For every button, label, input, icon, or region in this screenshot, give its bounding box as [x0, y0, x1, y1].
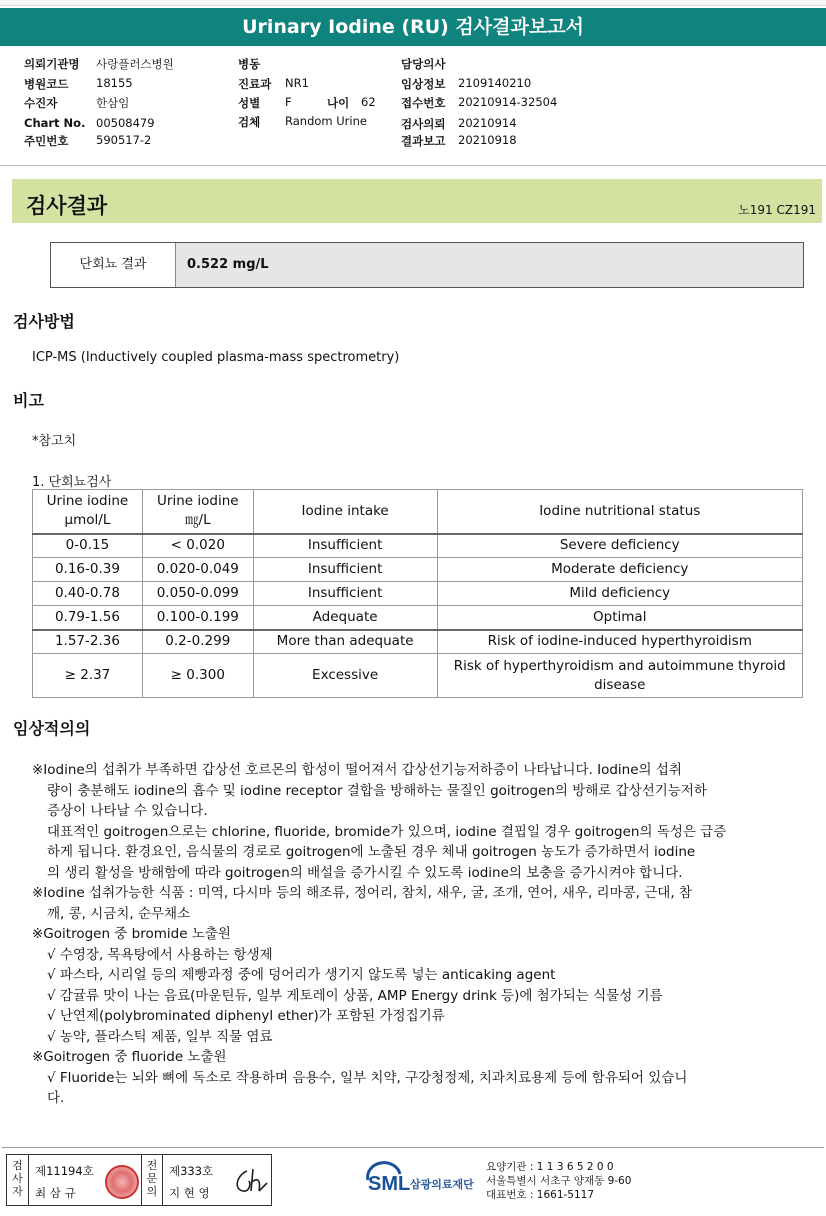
table-cell: ≥ 2.37 — [33, 654, 143, 698]
report-date-value: 20210918 — [458, 133, 517, 147]
clinical-line: 량이 충분해도 iodine의 흡수 및 iodine receptor 결합을 방해하는 물질인 goitrogen의 방해로 갑상선기능저하 — [47, 782, 707, 799]
table-cell: Excessive — [253, 654, 437, 698]
clinical-heading: 임상적의의 — [13, 719, 91, 738]
clinical-paragraph — [32, 760, 792, 1109]
table-row — [33, 630, 803, 654]
hospital-name-value: 사랑플러스병원 — [96, 57, 174, 71]
patient-header — [0, 48, 826, 166]
request-date-label: 검사의뢰 — [401, 117, 446, 131]
signature-box — [6, 1154, 272, 1206]
request-date-value: 20210914 — [458, 116, 517, 130]
top-border — [0, 0, 826, 6]
clinical-line: 대표적인 goitrogen으로는 chlorine, fluoride, bromide가 있으며, iodine 결핍일 경우 goitrogen의 독성은 급증 — [47, 823, 727, 840]
reference-note: *참고치 — [32, 434, 77, 449]
clinical-line: √ 감귤류 맛이 나는 음료(마운틴듀, 일부 게토레이 상품, AMP Energy drink 등)에 첨가되는 식물성 기름 — [47, 987, 663, 1004]
clinical-line: √ 난연제(polybrominated diphenyl ether)가 포함된 가정집기류 — [47, 1008, 445, 1024]
tester-role: 검사자 — [7, 1155, 29, 1205]
patient-name-label: 수진자 — [24, 96, 58, 110]
clinical-info-value: 2109140210 — [458, 76, 532, 90]
sex-value: F — [285, 95, 292, 109]
table-row — [33, 558, 803, 582]
result-box — [50, 242, 804, 288]
table-cell: < 0.020 — [142, 534, 253, 558]
table-cell: 0.16-0.39 — [33, 558, 143, 582]
hospital-name-label: 의뢰기관명 — [24, 57, 80, 71]
table-row — [33, 534, 803, 558]
clinical-line: √ Fluoride는 뇌와 뼈에 독소로 작용하며 음용수, 일부 치약, 구강청정제, 치과치료용제 등에 함유되어 있습니 — [47, 1069, 688, 1086]
clinical-line: 의 생리 활성을 방해함에 따라 goitrogen의 배설을 증가시킬 수 있도록 iodine의 보충을 증가시켜야 합니다. — [47, 864, 683, 881]
table-cell: Insufficient — [253, 558, 437, 582]
table-header-intake: Iodine intake — [253, 490, 437, 534]
result-value: 0.522 mg/L — [187, 257, 269, 272]
clinical-line: √ 농약, 플라스틱 제품, 일부 직물 염료 — [47, 1028, 273, 1045]
table-header-mg: Urine iodine ㎎/L — [142, 490, 253, 534]
table-cell: Insufficient — [253, 534, 437, 558]
result-code: 노191 CZ191 — [738, 203, 816, 217]
ward-label: 병동 — [238, 57, 261, 71]
chart-no-label: Chart No. — [24, 116, 86, 130]
sex-label: 성별 — [238, 96, 261, 110]
receipt-no-label: 접수번호 — [401, 96, 446, 110]
table-cell: 0-0.15 — [33, 534, 143, 558]
clinical-line: 하게 됩니다. 환경요인, 음식물의 경로로 goitrogen에 노출된 경우 체내 goitrogen 농도가 증가하면서 iodine — [47, 844, 696, 860]
specialist-role: 전문의 — [141, 1155, 163, 1205]
age-label: 나이 — [327, 96, 350, 110]
specialist-license: 제333호 — [169, 1164, 214, 1178]
method-heading: 검사방법 — [13, 312, 75, 331]
tester-name: 최 삼 규 — [35, 1186, 76, 1200]
org-name: 삼광의료재단 — [410, 1178, 474, 1191]
clinical-line: ※Iodine 섭취가능한 식품 : 미역, 다시마 등의 해조류, 정어리, 참치, 새우, 굴, 조개, 연어, 새우, 리마콩, 근대, 참 — [32, 885, 692, 901]
logo-letters: SML — [368, 1173, 411, 1195]
table-cell: 1.57-2.36 — [33, 630, 143, 654]
clinical-line: 깨, 콩, 시금치, 순무채소 — [47, 905, 191, 922]
specialist-name: 지 현 영 — [169, 1186, 210, 1200]
age-value: 62 — [361, 95, 376, 109]
table-cell: Optimal — [437, 606, 803, 630]
table-cell: Risk of iodine-induced hyperthyroidism — [437, 630, 803, 654]
table-row — [33, 582, 803, 606]
report-title: Urinary Iodine (RU) 검사결과보고서 — [0, 8, 826, 46]
seal-stamp — [105, 1165, 139, 1199]
remarks-heading: 비고 — [13, 391, 44, 410]
facility-code: 요양기관 : 1 1 3 6 5 2 0 0 — [486, 1161, 614, 1173]
report-footer — [2, 1147, 824, 1210]
result-section-band — [12, 179, 822, 223]
department-label: 진료과 — [238, 77, 272, 91]
chart-no-value: 00508479 — [96, 116, 155, 130]
clinical-line: ※Iodine의 섭취가 부족하면 갑상선 호르몬의 합성이 떨어져서 갑상선기능저하증이 나타납니다. Iodine의 섭취 — [32, 762, 682, 778]
sml-logo — [364, 1160, 484, 1204]
patient-name-value: 한삼임 — [96, 96, 130, 110]
tester-license: 제11194호 — [35, 1164, 94, 1178]
clinical-line: ※Goitrogen 중 bromide 노출원 — [32, 926, 231, 942]
facility-phone: 대표번호 : 1661-5117 — [486, 1189, 595, 1201]
table-cell: Severe deficiency — [437, 534, 803, 558]
hospital-code-label: 병원코드 — [24, 77, 69, 91]
clinical-line: ※Goitrogen 중 fluoride 노출원 — [32, 1049, 227, 1065]
hospital-code-value: 18155 — [96, 76, 133, 90]
table-row — [33, 654, 803, 698]
specimen-value: Random Urine — [285, 114, 367, 128]
table-cell: 0.020-0.049 — [142, 558, 253, 582]
table-caption: 1. 단회뇨검사 — [32, 475, 112, 490]
report-date-label: 결과보고 — [401, 134, 446, 148]
doctor-label: 담당의사 — [401, 57, 446, 71]
clinical-line: √ 수영장, 목욕탕에서 사용하는 항생제 — [47, 946, 273, 963]
specimen-label: 검체 — [238, 115, 261, 129]
table-header-status: Iodine nutritional status — [437, 490, 803, 534]
clinical-info-label: 임상정보 — [401, 77, 446, 91]
sml-logo-icon — [364, 1160, 484, 1200]
table-cell: More than adequate — [253, 630, 437, 654]
clinical-line: 다. — [47, 1090, 65, 1106]
table-cell: 0.100-0.199 — [142, 606, 253, 630]
facility-info — [486, 1160, 631, 1202]
table-row — [33, 606, 803, 630]
table-cell: 0.79-1.56 — [33, 606, 143, 630]
table-cell: Moderate deficiency — [437, 558, 803, 582]
table-cell: ≥ 0.300 — [142, 654, 253, 698]
facility-address: 서울특별시 서초구 양재동 9-60 — [486, 1175, 632, 1187]
result-section-heading: 검사결과 — [26, 194, 108, 218]
table-cell: 0.050-0.099 — [142, 582, 253, 606]
signature-mark — [229, 1163, 269, 1199]
receipt-no-value: 20210914-32504 — [458, 95, 558, 109]
table-cell: 0.40-0.78 — [33, 582, 143, 606]
method-text: ICP-MS (Inductively coupled plasma-mass spectrometry) — [32, 350, 400, 365]
table-cell: Insufficient — [253, 582, 437, 606]
clinical-line: √ 파스타, 시리얼 등의 제빵과정 중에 덩어리가 생기지 않도록 넣는 anticaking agent — [47, 967, 556, 983]
table-cell: Mild deficiency — [437, 582, 803, 606]
result-label: 단회뇨 결과 — [51, 243, 176, 287]
resident-no-label: 주민번호 — [24, 134, 69, 148]
table-header-row — [33, 490, 803, 534]
reference-table — [32, 489, 803, 698]
table-cell: Adequate — [253, 606, 437, 630]
department-value: NR1 — [285, 76, 309, 90]
table-header-umol: Urine iodine μmol/L — [33, 490, 143, 534]
table-cell: Risk of hyperthyroidism and autoimmune thyroid disease — [437, 654, 803, 698]
resident-no-value: 590517-2 — [96, 133, 152, 147]
clinical-line: 증상이 나타날 수 있습니다. — [47, 803, 208, 819]
table-cell: 0.2-0.299 — [142, 630, 253, 654]
